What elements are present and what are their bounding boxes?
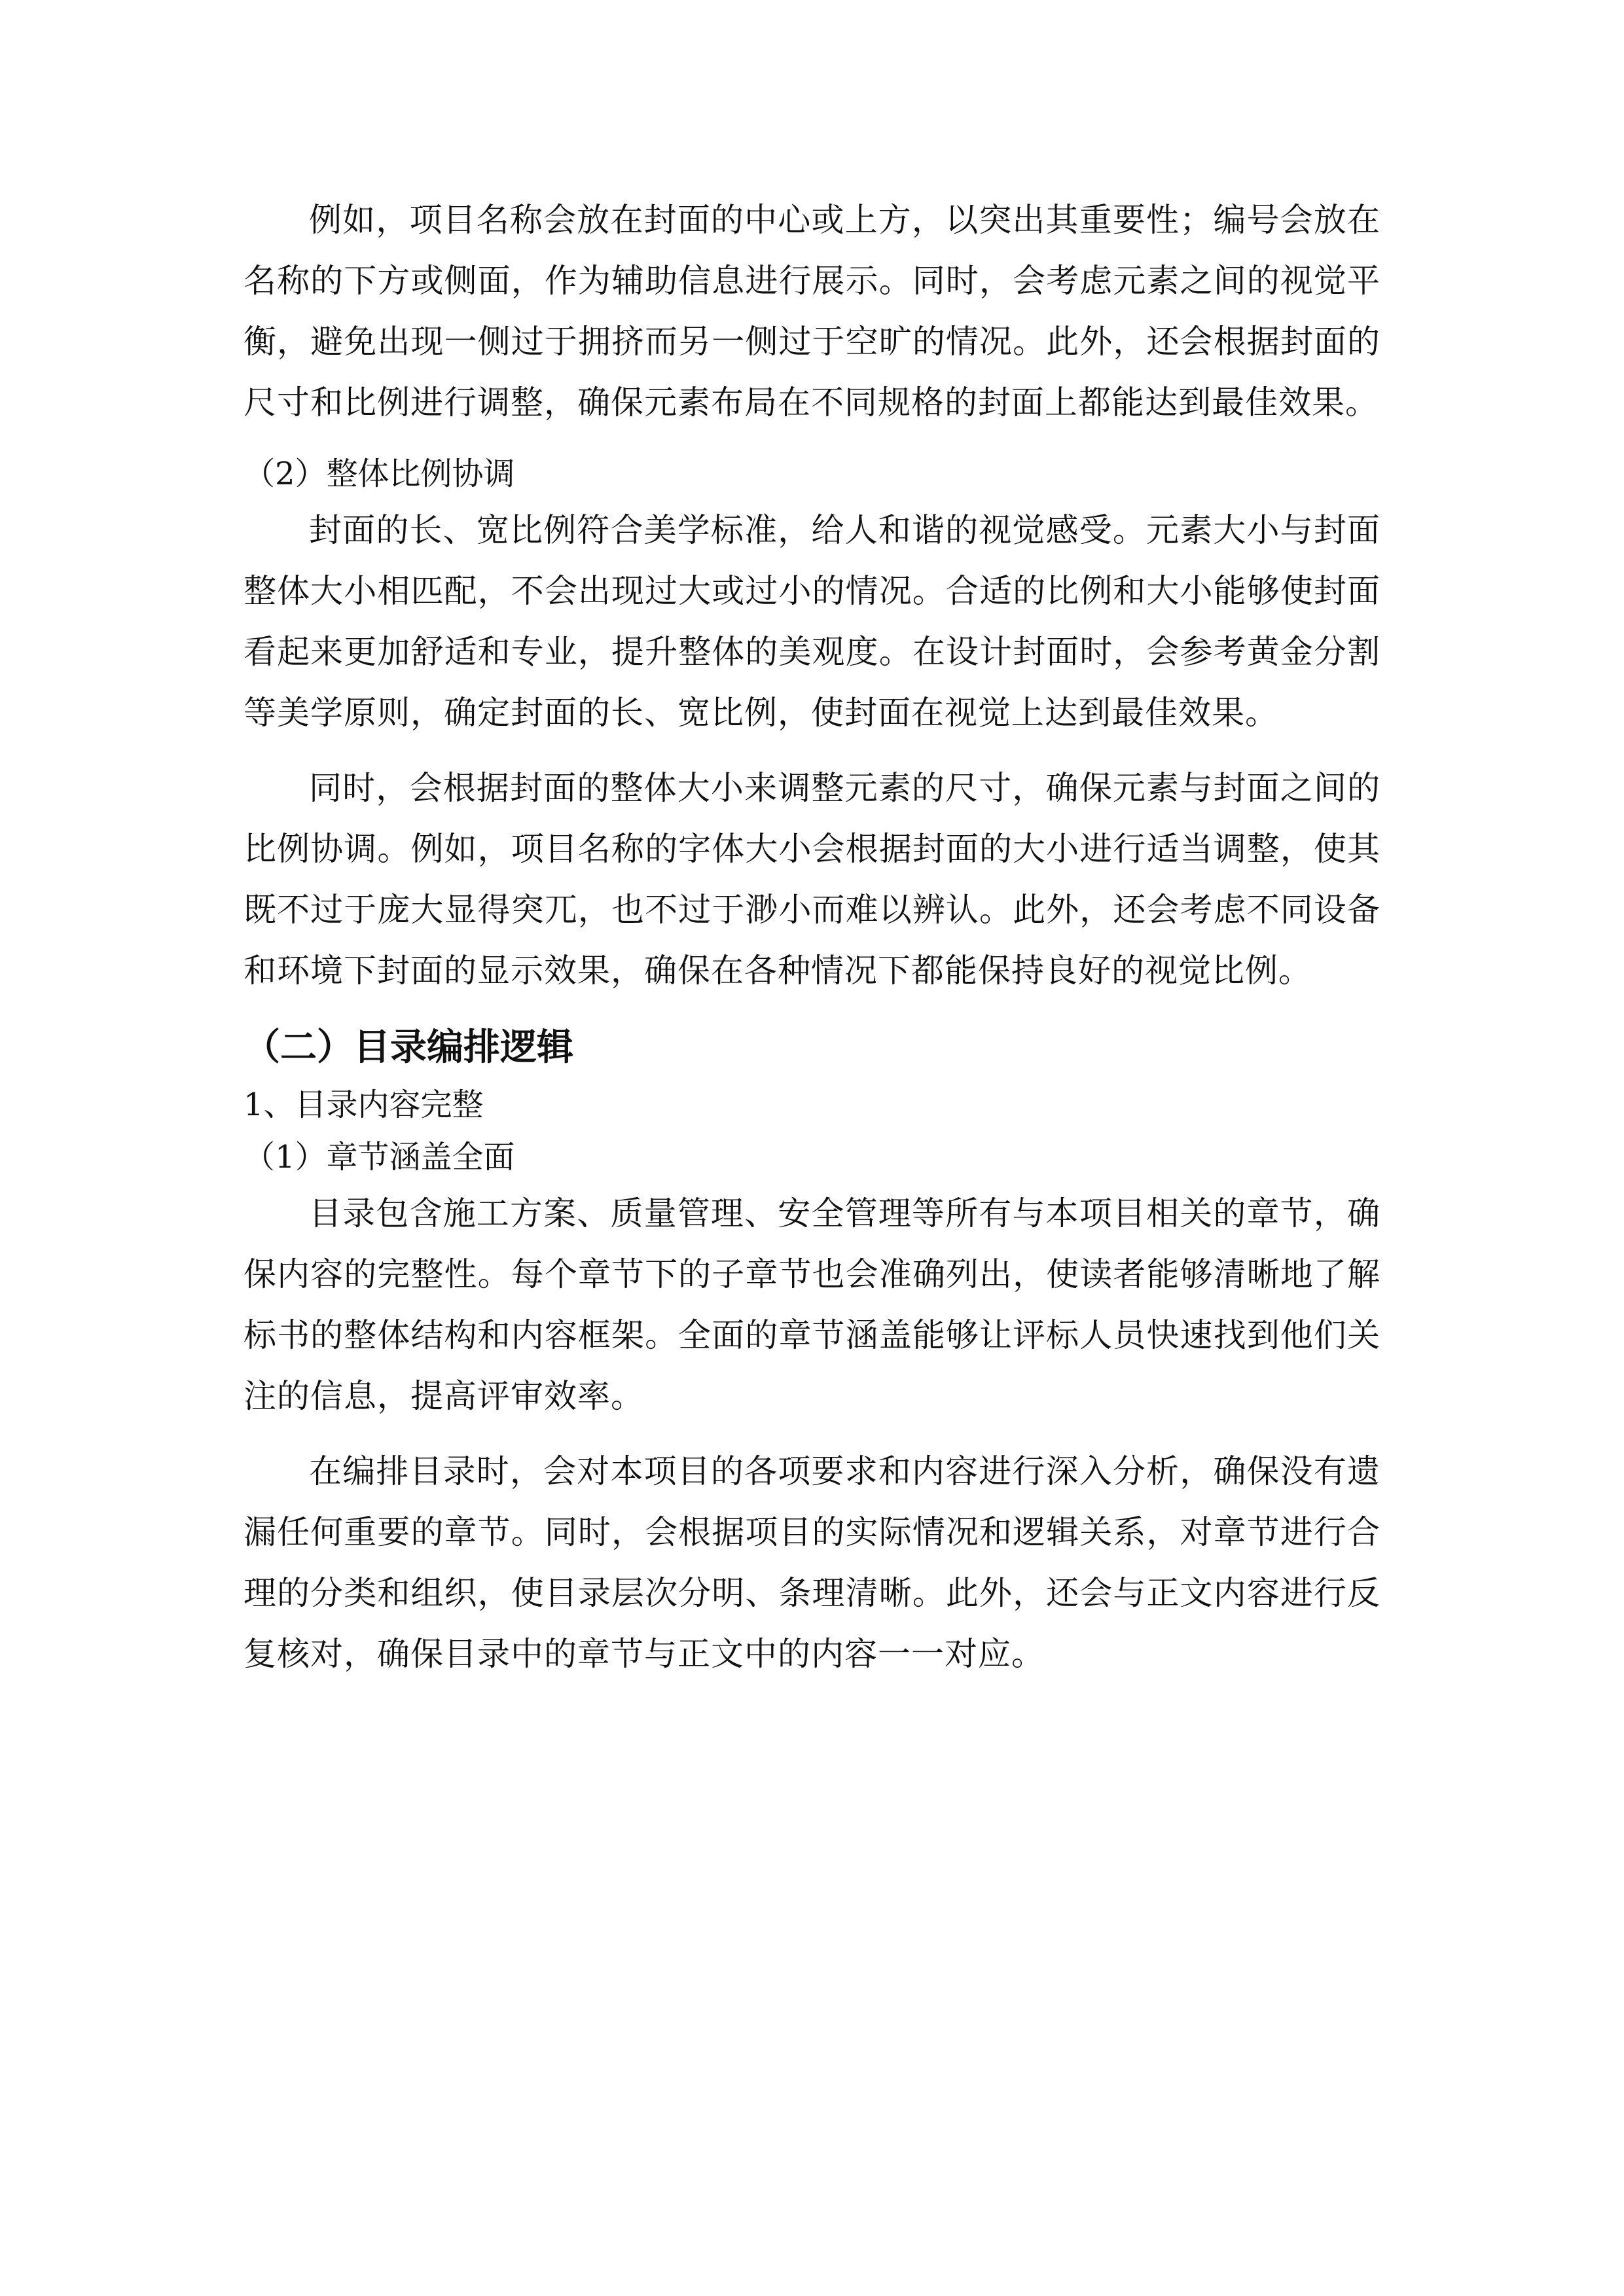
paragraph-layout-balance: 例如，项目名称会放在封面的中心或上方，以突出其重要性；编号会放在名称的下方或侧面，作为辅助信息进行展示。同时，会考虑元素之间的视觉平衡，避免出现一侧过于拥挤而另一侧过于空旷的情况。此外，还会根据封面的尺寸和比例进行调整，确保元素布局在不同规格的封面上都能达到最佳效果。 [244, 201, 1380, 422]
document-body [244, 190, 1380, 1699]
paragraph-proportion-standard: 封面的长、宽比例符合美学标准，给人和谐的视觉感受。元素大小与封面整体大小相匹配，不会出现过大或过小的情况。合适的比例和大小能够使封面看起来更加舒适和专业，提升整体的美观度。在设计封面时，会参考黄金分割等美学原则，确定封面的长、宽比例，使封面在视觉上达到最佳效果。 [244, 511, 1380, 732]
subsection-heading-toc-complete: 1、目录内容完整 [244, 1086, 484, 1123]
section-heading-toc-logic: （二）目录编排逻辑 [244, 1026, 573, 1069]
paragraph-element-size: 同时，会根据封面的整体大小来调整元素的尺寸，确保元素与封面之间的比例协调。例如，项目名称的字体大小会根据封面的大小进行适当调整，使其既不过于庞大显得突兀，也不过于渺小而难以辨认。此外，还会考虑不同设备和环境下封面的显示效果，确保在各种情况下都能保持良好的视觉比例。 [244, 769, 1380, 990]
subheading-chapter-coverage: （1）章节涵盖全面 [244, 1139, 515, 1175]
paragraph-toc-arrangement: 在编排目录时，会对本项目的各项要求和内容进行深入分析，确保没有遗漏任何重要的章节。同时，会根据项目的实际情况和逻辑关系，对章节进行合理的分类和组织，使目录层次分明、条理清晰。此外，还会与正文内容进行反复核对，确保目录中的章节与正文中的内容一一对应。 [244, 1452, 1380, 1673]
paragraph-toc-contents: 目录包含施工方案、质量管理、安全管理等所有与本项目相关的章节，确保内容的完整性。每个章节下的子章节也会准确列出，使读者能够清晰地了解标书的整体结构和内容框架。全面的章节涵盖能够让评标人员快速找到他们关注的信息，提高评审效率。 [244, 1194, 1380, 1415]
subheading-overall-proportion: （2）整体比例协调 [244, 456, 515, 492]
